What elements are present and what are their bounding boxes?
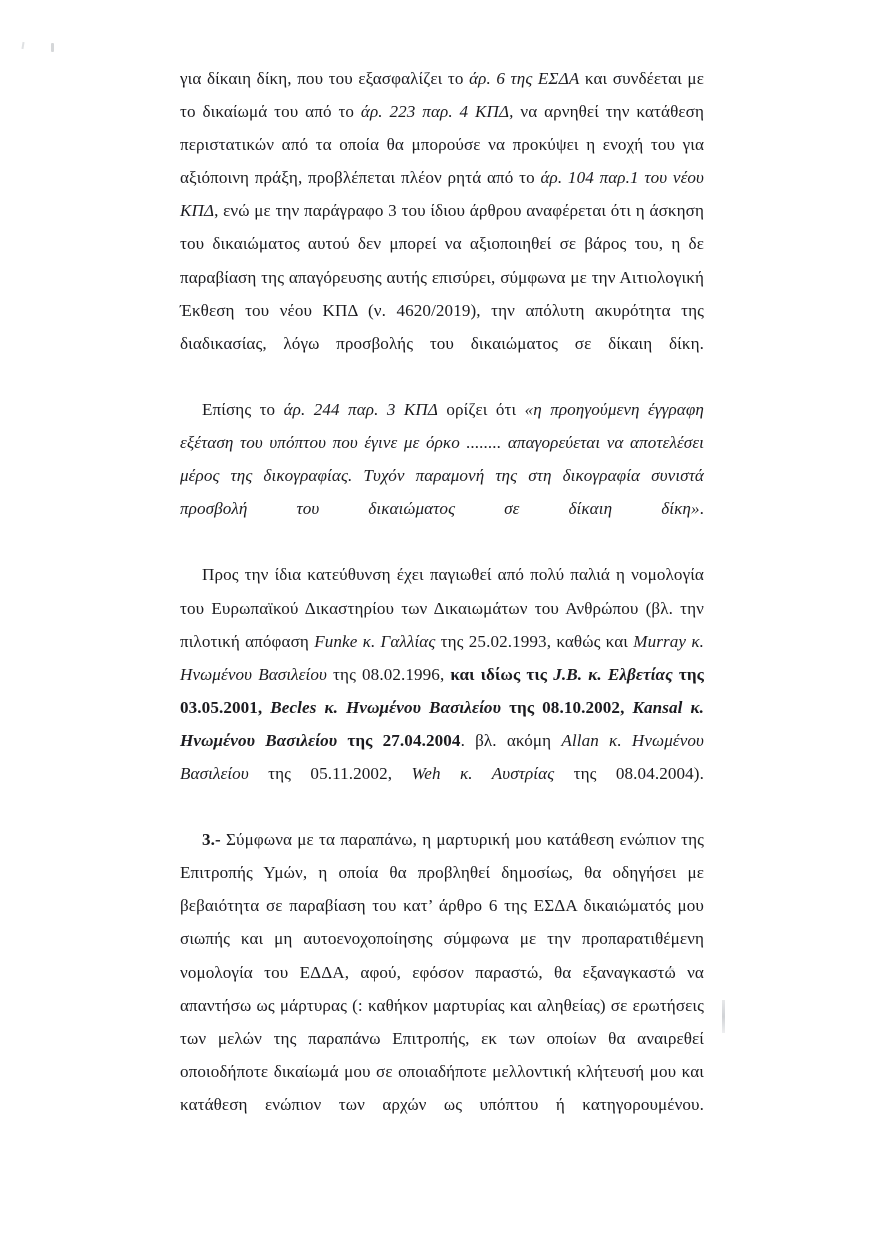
text-run-regular: για δίκαιη δίκη, που του εξασφαλίζει το <box>180 69 470 88</box>
text-run-bold: της 03.05.2001, <box>180 664 704 717</box>
text-run-bold: της 27.04.2004 <box>337 730 461 750</box>
text-run-regular: της 08.02.1996, <box>326 664 451 684</box>
text-run-regular: να αρνηθεί την κατάθεση περιστατικών από τα οποία θα μπορούσε να προκύψει η ενοχή του για αξιόποινη πράξη, προβλέπεται πλέον ρητά από το <box>180 102 705 188</box>
text-run-regular: και συνδέεται με το δικαίωμά του από το <box>180 69 704 122</box>
text-run-italic: άρ. 244 παρ. 3 ΚΠΔ <box>283 399 438 419</box>
text-run-italic: Weh κ. Αυστρίας <box>411 763 555 783</box>
text-run-italic: Allan κ. Ηνωμένου Βασιλείου <box>180 730 704 783</box>
text-run-regular: της 25.02.1993, καθώς και <box>435 631 634 651</box>
scan-artifact-streak <box>722 1000 725 1033</box>
paragraph-3 <box>180 558 704 823</box>
text-run-italic: άρ. 223 παρ. 4 ΚΠΔ, <box>360 102 514 122</box>
text-run-regular: Σύμφωνα με τα παραπάνω, η μαρτυρική μου κατάθεση ενώπιον της Επιτροπής Υμών, η οποία θα προβληθεί δημοσίως, θα οδηγήσει με βεβαιότητα σε παραβίαση του κατ’ άρθρο 6 της ΕΣΔΑ δικαιώματός μου σιωπής και μη αυτοενοχοποίησης σύμφωνα με την προπαρατιθέμενη νομολογία του ΕΔΔΑ, αφού, εφόσον παραστώ, θα εξαναγκαστώ να απαντήσω ως μάρτυρας (: καθήκον μαρτυρίας και αληθείας) σε ερωτήσεις των μελών της παραπάνω Επιτροπής, εκ των οποίων θα αναιρεθεί οποιοδήποτε δικαίωμά μου σε οποιαδήποτε μελλοντική κλήτευσή μου και κατάθεση ενώπιον των αρχών ως υπόπτου ή κατηγορουμένου. <box>180 830 704 1114</box>
paragraph-2 <box>180 393 704 558</box>
document-text-body <box>180 62 704 1154</box>
text-run-bold-italic: J.B. κ. Ελβετίας <box>553 664 673 684</box>
text-run-italic: «η προηγούμενη έγγραφη εξέταση του υπόπτου που έγινε με όρκο ........ απαγορεύεται να αποτελέσει μέρος της δικογραφίας. Τυχόν παραμονή της στη δικογραφία συνιστά προσβολή του δικαιώματος σε δίκαιη δίκη» <box>180 399 705 519</box>
paragraph-4 <box>180 823 704 1154</box>
text-run-bold: της 08.10.2002, <box>501 697 633 717</box>
text-run-regular: . βλ. ακόμη <box>460 730 562 750</box>
text-run-regular: Επίσης το <box>202 399 284 419</box>
text-run-regular: . <box>699 499 704 519</box>
scan-artifact-speck <box>21 42 24 49</box>
text-run-regular: ορίζει ότι <box>437 399 525 419</box>
text-run-bold: και ιδίως τις <box>450 664 554 684</box>
paragraph-1 <box>180 62 704 393</box>
text-run-regular: Προς την ίδια κατεύθυνση έχει παγιωθεί από πολύ παλιά η νομολογία του Ευρωπαϊκού Δικαστηρίου των Δικαιωμάτων του Ανθρώπου (βλ. την πιλοτική απόφαση <box>180 565 704 651</box>
text-run-italic: Murray κ. Ηνωμένου Βασιλείου <box>180 631 704 684</box>
text-run-regular: της 08.04.2004). <box>554 763 704 783</box>
text-run-italic: Funke κ. Γαλλίας <box>314 631 436 651</box>
text-run-bold-italic: Kansal κ. Ηνωμένου Βασιλείου <box>180 697 705 750</box>
scan-artifact-speck <box>51 43 54 52</box>
text-run-regular: , ενώ με την παράγραφο 3 του ίδιου άρθρου αναφέρεται ότι η άσκηση του δικαιώματος αυτού δεν μπορεί να αξιοποιηθεί σε βάρος του, η δε παραβίαση της απαγόρευσης αυτής επισύρει, σύμφωνα με την Αιτιολογική Έκθεση του νέου ΚΠΔ (ν. 4620/2019), την απόλυτη ακυρότητα της διαδικασίας, λόγω προσβολής του δικαιώματος σε δίκαιη δίκη. <box>180 201 704 353</box>
text-run-regular: της 05.11.2002, <box>248 763 412 783</box>
text-run-bold: 3.- <box>202 830 221 850</box>
text-run-bold-italic: Becles κ. Ηνωμένου Βασιλείου <box>270 697 502 717</box>
text-run-italic: άρ. 104 παρ.1 του νέου ΚΠΔ <box>180 168 704 221</box>
text-run-italic: άρ. 6 της ΕΣΔΑ <box>469 69 580 88</box>
